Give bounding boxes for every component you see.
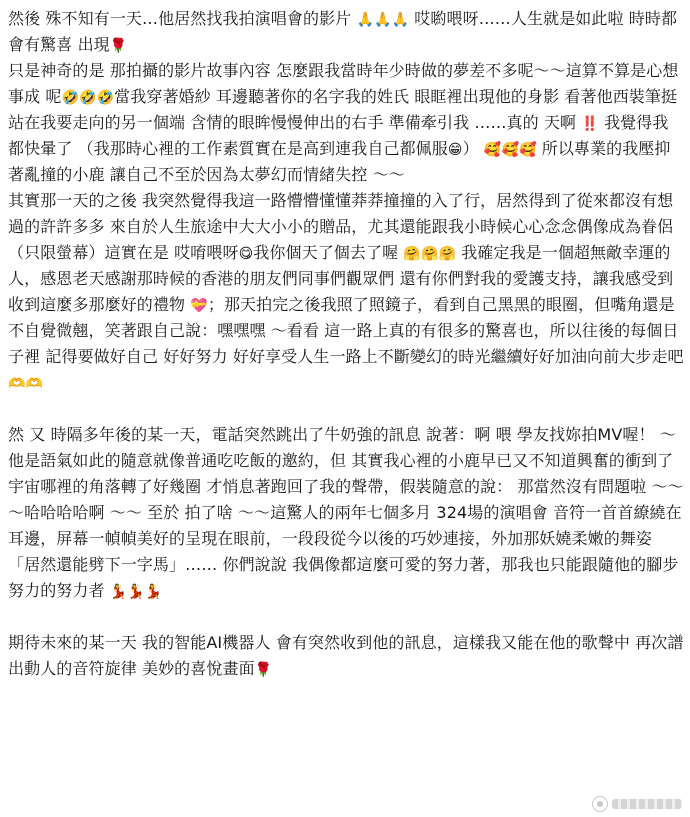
paragraph-text: 我覺得我都快暈了 （我那時心裡的工作素質實在是高到連我自己都佩服 xyxy=(8,113,669,158)
rofl-icon: 🤣 xyxy=(79,89,97,106)
paragraph-text: 其實那一天的之後 我突然覺得我這一路懵懵懂懂莽莽撞撞的入了行，居然得到了從來都沒有想過的許許多多 來自於人生旅途中大大小小的贈品，尤其還能跟我小時候心心念念偶像成為眷侶 （只限螢幕）這實在是 哎唷喂呀 xyxy=(8,191,674,262)
hearts-face-icon: 🥰 xyxy=(518,141,537,158)
paragraph-text: 哎喲喂呀……人生就是如此啦 時時都會有驚喜 出現 xyxy=(8,9,678,54)
yum-icon: 😋 xyxy=(238,245,254,262)
hug-icon: 🤗 xyxy=(420,245,439,262)
paragraph-spacer xyxy=(8,604,684,630)
dancer-icon: 💃 xyxy=(109,583,128,600)
post-body xyxy=(8,6,684,682)
rofl-icon: 🤣 xyxy=(96,89,115,106)
post-paragraph xyxy=(8,422,684,604)
paragraph-text: 所以專業的我壓抑著亂撞的小鹿 讓自己不至於因為太夢幻而情緒失控 ～～ xyxy=(8,139,671,184)
grin-icon: 😁 xyxy=(447,141,463,158)
dancer-icon: 💃 xyxy=(144,583,163,600)
hug-icon: 🤗 xyxy=(438,245,457,262)
paragraph-text: 然後 殊不知有一天…他居然找我拍演唱會的影片 xyxy=(8,9,357,28)
paragraph-text: ；那天拍完之後我照了照鏡子，看到自己黑黑的眼圈，但嘴角還是不自覺微翹，笑著跟自己說：嘿嘿嘿 ～看看 這一路上真的有很多的驚喜也，所以往後的每個日子裡 記得要做好自己 好好努力 好好享受人生一路上不斷變幻的時光繼續好好加油向前大步走吧 xyxy=(8,295,684,366)
heart-gift-icon: 💝 xyxy=(190,297,208,314)
paragraph-text: 我確定我是一個超無敵幸運的人，感恩老天感謝那時候的香港的朋友們同事們觀眾們 還有你們對我的愛護支持，讓我感受到收到這麼多那麼好的禮物 xyxy=(8,243,674,314)
watermark-logo-icon xyxy=(592,796,608,812)
pray-hands-icon: 🙏 xyxy=(391,11,410,28)
paragraph-text: ） xyxy=(462,139,484,158)
hug-icon: 🤗 xyxy=(403,245,421,262)
paragraph-text: 當我穿著婚紗 耳邊聽著你的名字我的姓氏 眼眶裡出現他的身影 看著他西裝筆挺站在我要走向的另一個端 含情的眼眸慢慢伸出的右手 準備牽引我 ……真的 天啊 xyxy=(8,87,678,132)
post-paragraph xyxy=(8,630,684,682)
post-paragraph xyxy=(8,188,684,396)
watermark-text-redacted xyxy=(612,799,682,809)
pray-hands-icon: 🙏 xyxy=(374,11,392,28)
rose-icon: 🌹 xyxy=(254,661,273,678)
post-paragraph xyxy=(8,6,684,58)
heart-hands-icon: 🫶 xyxy=(8,375,26,392)
heart-hands-icon: 🫶 xyxy=(25,375,44,392)
pray-hands-icon: 🙏 xyxy=(356,11,375,28)
paragraph-text: 我你個天了個去了喔 xyxy=(253,243,404,262)
paragraph-text: 然 又 時隔多年後的某一天，電話突然跳出了牛奶強的訊息 說著：啊 喂 學友找妳拍MV喔！ ～他是語氣如此的隨意就像普通吃吃飯的邀約，但 其實我心裡的小鹿早已又不知道興奮的衝到了宇宙哪裡的角落轉了好幾圈 才悄息著跑回了我的聲帶，假裝隨意的說： 那當然沒有問題啦 ～～～哈哈哈哈啊 ～～ 至於 拍了啥 ～～這驚人的兩年七個多月 324場的演唱會 音符一首首繚繞在耳邊，屏幕一幀幀美好的呈現在眼前，一段段從今以後的巧妙連接，外加那妖嬈柔嫩的舞姿「居然還能劈下一字馬」…… 你們說說 我偶像都這麼可愛的努力著，那我也只能跟隨他的腳步努力的努力者 xyxy=(8,425,684,600)
watermark xyxy=(588,794,686,814)
paragraph-text: 期待未來的某一天 我的智能AI機器人 會有突然收到他的訊息，這樣我又能在他的歌聲中 再次譜出動人的音符旋律 美妙的喜悅畫面 xyxy=(8,633,684,678)
double-exclamation-icon: ‼️ xyxy=(581,115,599,132)
hearts-face-icon: 🥰 xyxy=(501,141,519,158)
paragraph-spacer xyxy=(8,396,684,422)
paragraph-text: 只是神奇的是 那拍攝的影片故事內容 怎麼跟我當時年少時做的夢差不多呢～～這算不算是心想事成 呢 xyxy=(8,61,679,106)
hearts-face-icon: 🥰 xyxy=(483,141,502,158)
rofl-icon: 🤣 xyxy=(61,89,80,106)
post-paragraph xyxy=(8,58,684,188)
rose-icon: 🌹 xyxy=(109,37,128,54)
dancer-icon: 💃 xyxy=(127,583,145,600)
